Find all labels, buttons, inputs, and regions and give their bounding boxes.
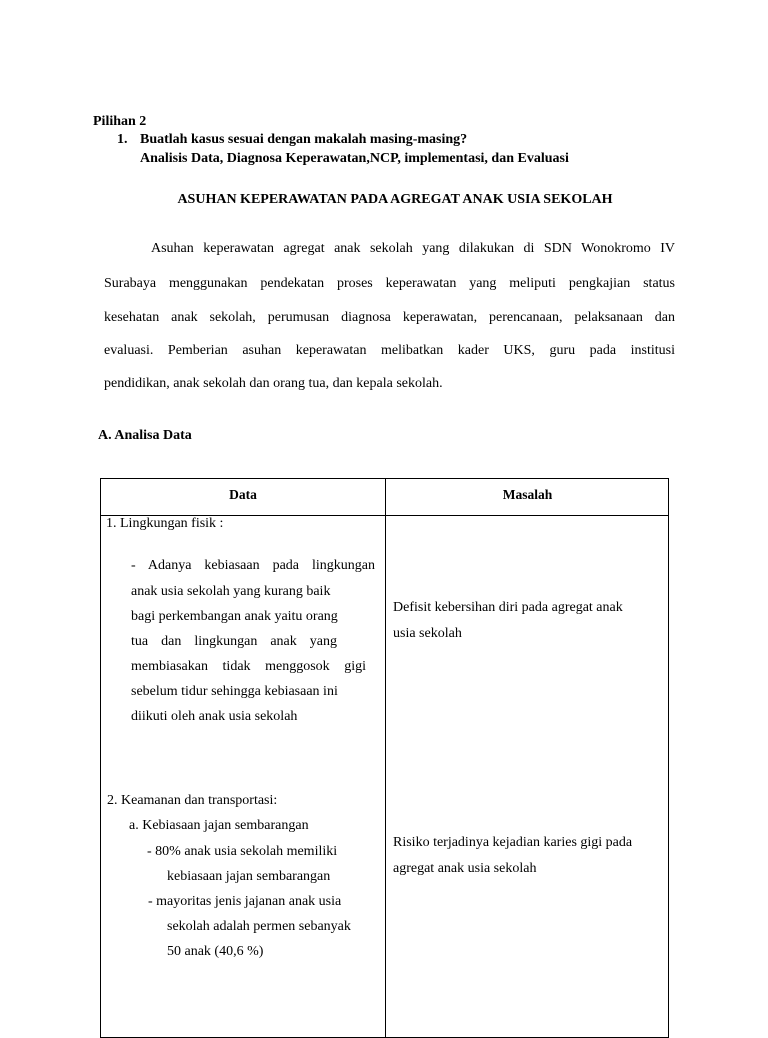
row1-data-line: - Adanya kebiasaan pada lingkungan — [131, 558, 375, 573]
table-header-data: Data — [229, 487, 257, 502]
row2-problem-line: agregat anak usia sekolah — [393, 861, 537, 876]
row2-bullet-line: - 80% anak usia sekolah memiliki — [147, 844, 338, 859]
row1-data-line: diikuti oleh anak usia sekolah — [131, 709, 298, 724]
row1-data-line: anak usia sekolah yang kurang baik — [131, 584, 331, 599]
option-heading: Pilihan 2 — [93, 114, 147, 129]
task-subinstruction: Analisis Data, Diagnosa Keperawatan,NCP, implementasi, dan Evaluasi — [140, 151, 569, 166]
row2-problem-line: Risiko terjadinya kejadian karies gigi pada — [393, 835, 633, 850]
row2-bullet-line: - mayoritas jenis jajanan anak usia — [148, 894, 342, 909]
row2-bullet-line: 50 anak (40,6 %) — [167, 944, 264, 959]
task-number: 1. — [117, 132, 128, 147]
row1-problem-line: usia sekolah — [393, 626, 462, 641]
row2-bullet-line: kebiasaan jajan sembarangan — [167, 869, 331, 884]
document-title: ASUHAN KEPERAWATAN PADA AGREGAT ANAK USIA SEKOLAH — [177, 192, 613, 207]
task-instruction: Buatlah kasus sesuai dengan makalah masing-masing? — [140, 132, 468, 147]
section-heading: A. Analisa Data — [98, 428, 192, 443]
row1-data-line: tua dan lingkungan anak yang — [131, 634, 337, 649]
row2-heading: 2. Keamanan dan transportasi: — [107, 793, 278, 808]
row1-problem-line: Defisit kebersihan diri pada agregat anak — [393, 600, 623, 615]
paragraph-line: pendidikan, anak sekolah dan orang tua, dan kepala sekolah. — [104, 376, 443, 391]
table-column-divider — [385, 479, 386, 1037]
row2-bullet-line: sekolah adalah permen sebanyak — [167, 919, 351, 934]
row2-subheading: a. Kebiasaan jajan sembarangan — [129, 818, 309, 833]
table-header-problem: Masalah — [502, 487, 553, 502]
row1-data-line: sebelum tidur sehingga kebiasaan ini — [131, 684, 338, 699]
paragraph-line: evaluasi. Pemberian asuhan keperawatan melibatkan kader UKS, guru pada institusi — [104, 343, 675, 358]
row1-heading: 1. Lingkungan fisik : — [106, 516, 224, 531]
paragraph-line: Surabaya menggunakan pendekatan proses keperawatan yang meliputi pengkajian status — [104, 276, 675, 291]
row1-data-line: bagi perkembangan anak yaitu orang — [131, 609, 338, 624]
analysis-table — [100, 478, 669, 1038]
paragraph-line: Asuhan keperawatan agregat anak sekolah yang dilakukan di SDN Wonokromo IV — [151, 241, 675, 256]
row1-data-line: membiasakan tidak menggosok gigi — [131, 659, 366, 674]
paragraph-line: kesehatan anak sekolah, perumusan diagnosa keperawatan, perencanaan, pelaksanaan dan — [104, 310, 675, 325]
